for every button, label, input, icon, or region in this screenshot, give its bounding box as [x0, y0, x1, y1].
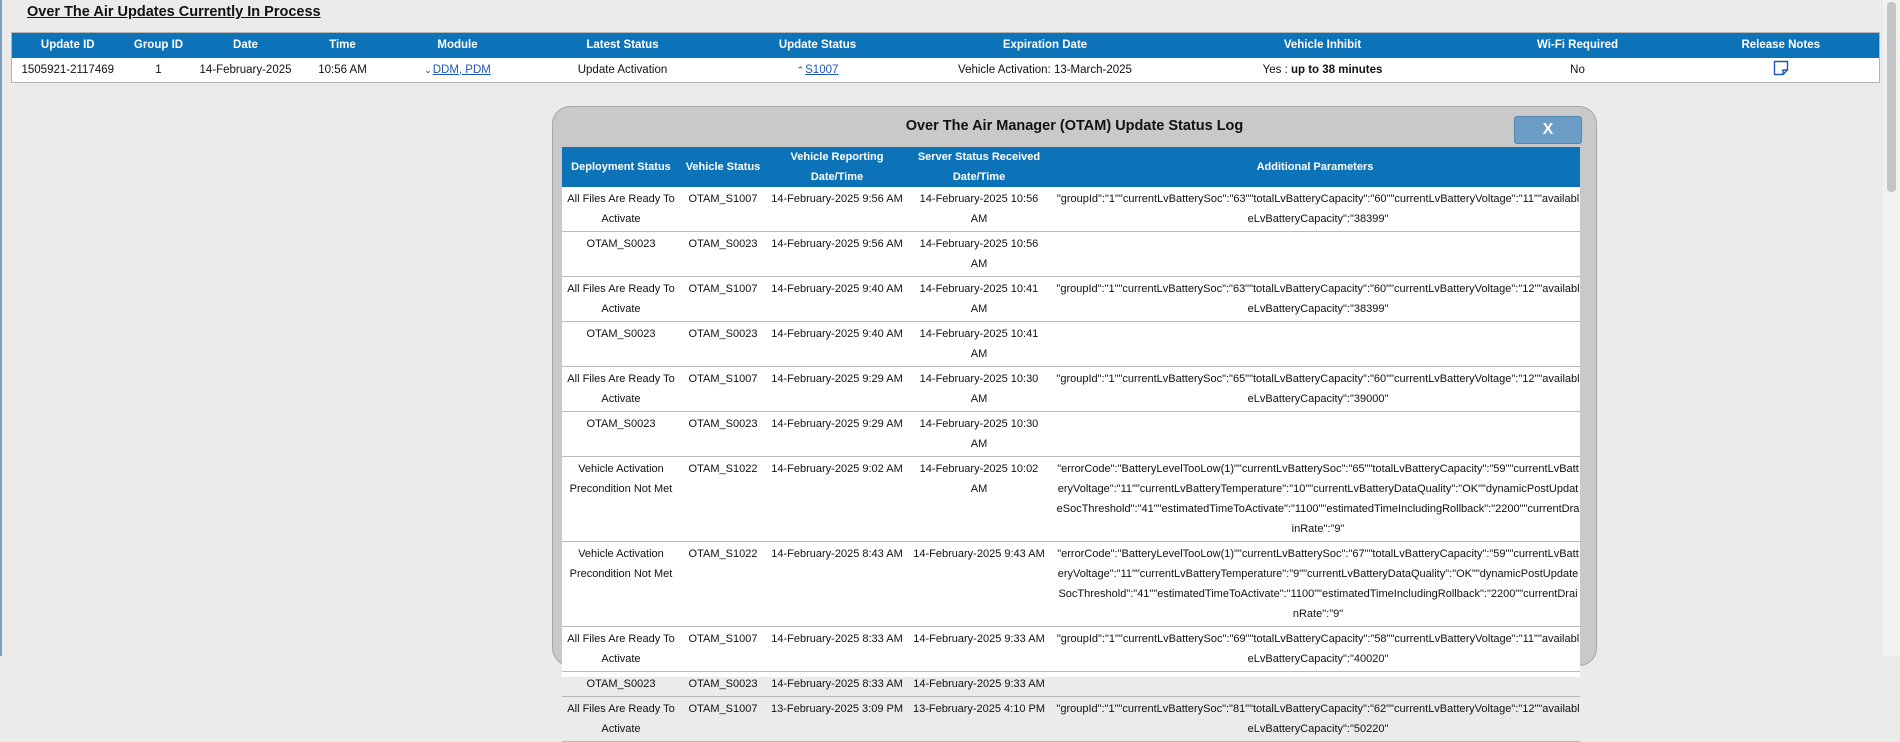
- table-row: [562, 672, 1580, 697]
- document-icon[interactable]: [1773, 60, 1789, 79]
- additional-parameters-cell: "errorCode":"BatteryLevelTooLow(1)""currentLvBatterySoc":"65""totalLvBatteryCapacity":"59""currentLvBatteryVoltage":"11""currentLvBatteryTemperature":"10""currentLvBatteryDataQuality":"OK""dynamicPostUpdateSocThreshold":"41""estimatedTimeToActivate":"1100""estimatedTimeIncludingRollback":"2200""currentDrainRate":"9": [1050, 457, 1580, 542]
- scrollbar-thumb[interactable]: [1887, 2, 1896, 192]
- table-row: [562, 232, 1580, 277]
- vehicle-status-cell: OTAM_S1007: [680, 697, 766, 742]
- vehicle-status-cell: OTAM_S1007: [680, 627, 766, 672]
- col-header-update-id[interactable]: Update ID: [12, 33, 124, 58]
- deployment-status-cell: All Files Are Ready To Activate: [562, 277, 680, 322]
- additional-parameters-cell: "groupId":"1""currentLvBatterySoc":"65""totalLvBatteryCapacity":"60""currentLvBatteryVoltage":"12""availableLvBatteryCapacity":"39000": [1050, 367, 1580, 412]
- table-row: [562, 627, 1580, 672]
- deployment-status-cell: All Files Are Ready To Activate: [562, 367, 680, 412]
- status-log-header-row-1: [562, 147, 1580, 167]
- page-title: Over The Air Updates Currently In Process: [27, 4, 321, 20]
- vehicle-reporting-cell: 14-February-2025 9:29 AM: [766, 412, 908, 457]
- vehicle-reporting-cell: 14-February-2025 8:33 AM: [766, 672, 908, 697]
- server-received-cell: 14-February-2025 10:56 AM: [908, 187, 1050, 232]
- server-received-cell: 14-February-2025 10:41 AM: [908, 277, 1050, 322]
- update-status-link[interactable]: S1007: [805, 63, 839, 76]
- col-header-additional-parameters: Additional Parameters: [1050, 147, 1580, 187]
- date-cell: 14-February-2025: [199, 63, 292, 76]
- group-id-cell: 1: [155, 63, 162, 76]
- deployment-status-cell: OTAM_S0023: [562, 672, 680, 697]
- table-row: [12, 58, 1880, 83]
- server-received-cell: 14-February-2025 10:41 AM: [908, 322, 1050, 367]
- chevron-up-icon[interactable]: ⌃: [796, 64, 805, 75]
- latest-status-cell: Update Activation: [577, 63, 668, 76]
- server-received-cell: 14-February-2025 9:33 AM: [908, 627, 1050, 672]
- server-received-cell: 13-February-2025 4:10 PM: [908, 697, 1050, 742]
- col-header-expiration-date[interactable]: Expiration Date: [918, 33, 1173, 58]
- ota-updates-header-row: [12, 33, 1880, 58]
- deployment-status-cell: All Files Are Ready To Activate: [562, 187, 680, 232]
- deployment-status-cell: OTAM_S0023: [562, 232, 680, 277]
- col-header-time[interactable]: Time: [298, 33, 388, 58]
- vehicle-reporting-cell: 14-February-2025 9:40 AM: [766, 277, 908, 322]
- expiration-date-cell: Vehicle Activation: 13-March-2025: [958, 63, 1132, 76]
- table-row: [562, 457, 1580, 542]
- vehicle-status-cell: OTAM_S1022: [680, 457, 766, 542]
- col-header-vehicle-reporting-datetime: Date/Time: [766, 167, 908, 187]
- vehicle-reporting-cell: 14-February-2025 9:40 AM: [766, 322, 908, 367]
- status-log-modal: [552, 106, 1597, 735]
- col-header-vehicle-inhibit[interactable]: Vehicle Inhibit: [1173, 33, 1473, 58]
- vehicle-reporting-cell: 14-February-2025 9:29 AM: [766, 367, 908, 412]
- status-log-table: [562, 147, 1580, 742]
- server-received-cell: 14-February-2025 9:33 AM: [908, 672, 1050, 697]
- vehicle-status-cell: OTAM_S0023: [680, 322, 766, 367]
- vehicle-inhibit-cell: [1173, 58, 1473, 83]
- release-notes-cell: [1683, 58, 1880, 83]
- additional-parameters-cell: "groupId":"1""currentLvBatterySoc":"63""totalLvBatteryCapacity":"60""currentLvBatteryVoltage":"12""availableLvBatteryCapacity":"38399": [1050, 277, 1580, 322]
- vehicle-status-cell: OTAM_S1022: [680, 542, 766, 627]
- update-id-cell: 1505921-2117469: [21, 63, 115, 76]
- vehicle-status-cell: OTAM_S0023: [680, 232, 766, 277]
- table-row: [562, 187, 1580, 232]
- chevron-down-icon[interactable]: ⌄: [424, 64, 432, 75]
- server-received-cell: 14-February-2025 10:02 AM: [908, 457, 1050, 542]
- col-header-server-status: Server Status Received: [908, 147, 1050, 167]
- col-header-date[interactable]: Date: [194, 33, 298, 58]
- deployment-status-cell: OTAM_S0023: [562, 322, 680, 367]
- server-received-cell: 14-February-2025 10:56 AM: [908, 232, 1050, 277]
- col-header-deployment-status: Deployment Status: [562, 147, 680, 187]
- vehicle-reporting-cell: 14-February-2025 9:56 AM: [766, 187, 908, 232]
- server-received-cell: 14-February-2025 10:30 AM: [908, 412, 1050, 457]
- update-status-cell: [718, 58, 918, 83]
- col-header-latest-status[interactable]: Latest Status: [528, 33, 718, 58]
- vehicle-reporting-cell: 14-February-2025 9:02 AM: [766, 457, 908, 542]
- page-scrollbar[interactable]: [1883, 0, 1900, 656]
- col-header-group-id[interactable]: Group ID: [124, 33, 194, 58]
- col-header-vehicle-status: Vehicle Status: [680, 147, 766, 187]
- additional-parameters-cell: "errorCode":"BatteryLevelTooLow(1)""currentLvBatterySoc":"67""totalLvBatteryCapacity":"59""currentLvBatteryVoltage":"11""currentLvBatteryTemperature":"9""currentLvBatteryDataQuality":"OK""dynamicPostUpdateSocThreshold":"41""estimatedTimeToActivate":"1100""estimatedTimeIncludingRollback":"2200""currentDrainRate":"9": [1050, 542, 1580, 627]
- additional-parameters-cell: [1050, 232, 1580, 277]
- vehicle-reporting-cell: 14-February-2025 8:33 AM: [766, 627, 908, 672]
- additional-parameters-cell: "groupId":"1""currentLvBatterySoc":"69""totalLvBatteryCapacity":"58""currentLvBatteryVoltage":"11""availableLvBatteryCapacity":"40020": [1050, 627, 1580, 672]
- vehicle-status-cell: OTAM_S1007: [680, 277, 766, 322]
- deployment-status-cell: Vehicle Activation Precondition Not Met: [562, 542, 680, 627]
- vehicle-reporting-cell: 14-February-2025 9:56 AM: [766, 232, 908, 277]
- modal-title: Over The Air Manager (OTAM) Update Status Log: [905, 118, 1244, 134]
- table-row: [562, 412, 1580, 457]
- deployment-status-cell: All Files Are Ready To Activate: [562, 697, 680, 742]
- col-header-server-status-datetime: Date/Time: [908, 167, 1050, 187]
- vehicle-status-cell: OTAM_S0023: [680, 412, 766, 457]
- vehicle-inhibit-duration: up to 38 minutes: [1290, 63, 1383, 76]
- table-row: [562, 277, 1580, 322]
- deployment-status-cell: OTAM_S0023: [562, 412, 680, 457]
- table-row: [562, 697, 1580, 742]
- deployment-status-cell: Vehicle Activation Precondition Not Met: [562, 457, 680, 542]
- close-button[interactable]: X: [1514, 116, 1582, 144]
- wifi-required-cell: No: [1570, 63, 1585, 76]
- status-log-body: [562, 187, 1580, 742]
- deployment-status-cell: All Files Are Ready To Activate: [562, 627, 680, 672]
- col-header-vehicle-reporting: Vehicle Reporting: [766, 147, 908, 167]
- vehicle-reporting-cell: 13-February-2025 3:09 PM: [766, 697, 908, 742]
- col-header-update-status[interactable]: Update Status: [718, 33, 918, 58]
- vehicle-status-cell: OTAM_S0023: [680, 672, 766, 697]
- page-left-border: [0, 0, 2, 656]
- additional-parameters-cell: [1050, 672, 1580, 697]
- server-received-cell: 14-February-2025 10:30 AM: [908, 367, 1050, 412]
- module-link[interactable]: DDM, PDM: [432, 63, 491, 76]
- table-row: [562, 367, 1580, 412]
- ota-updates-table: [11, 32, 1880, 83]
- col-header-wifi-required[interactable]: Wi-Fi Required: [1473, 33, 1683, 58]
- table-row: [562, 322, 1580, 367]
- vehicle-reporting-cell: 14-February-2025 8:43 AM: [766, 542, 908, 627]
- col-header-module[interactable]: Module: [388, 33, 528, 58]
- vehicle-status-cell: OTAM_S1007: [680, 187, 766, 232]
- col-header-release-notes[interactable]: Release Notes: [1683, 33, 1880, 58]
- additional-parameters-cell: [1050, 412, 1580, 457]
- status-log-scroll-area[interactable]: [562, 147, 1580, 735]
- additional-parameters-cell: "groupId":"1""currentLvBatterySoc":"81""totalLvBatteryCapacity":"62""currentLvBatteryVoltage":"12""availableLvBatteryCapacity":"50220": [1050, 697, 1580, 742]
- time-cell: 10:56 AM: [318, 63, 367, 76]
- vehicle-inhibit-prefix: Yes :: [1262, 63, 1288, 76]
- server-received-cell: 14-February-2025 9:43 AM: [908, 542, 1050, 627]
- additional-parameters-cell: "groupId":"1""currentLvBatterySoc":"63""totalLvBatteryCapacity":"60""currentLvBatteryVoltage":"11""availableLvBatteryCapacity":"38399": [1050, 187, 1580, 232]
- module-cell: [388, 58, 528, 83]
- additional-parameters-cell: [1050, 322, 1580, 367]
- table-row: [562, 542, 1580, 627]
- vehicle-status-cell: OTAM_S1007: [680, 367, 766, 412]
